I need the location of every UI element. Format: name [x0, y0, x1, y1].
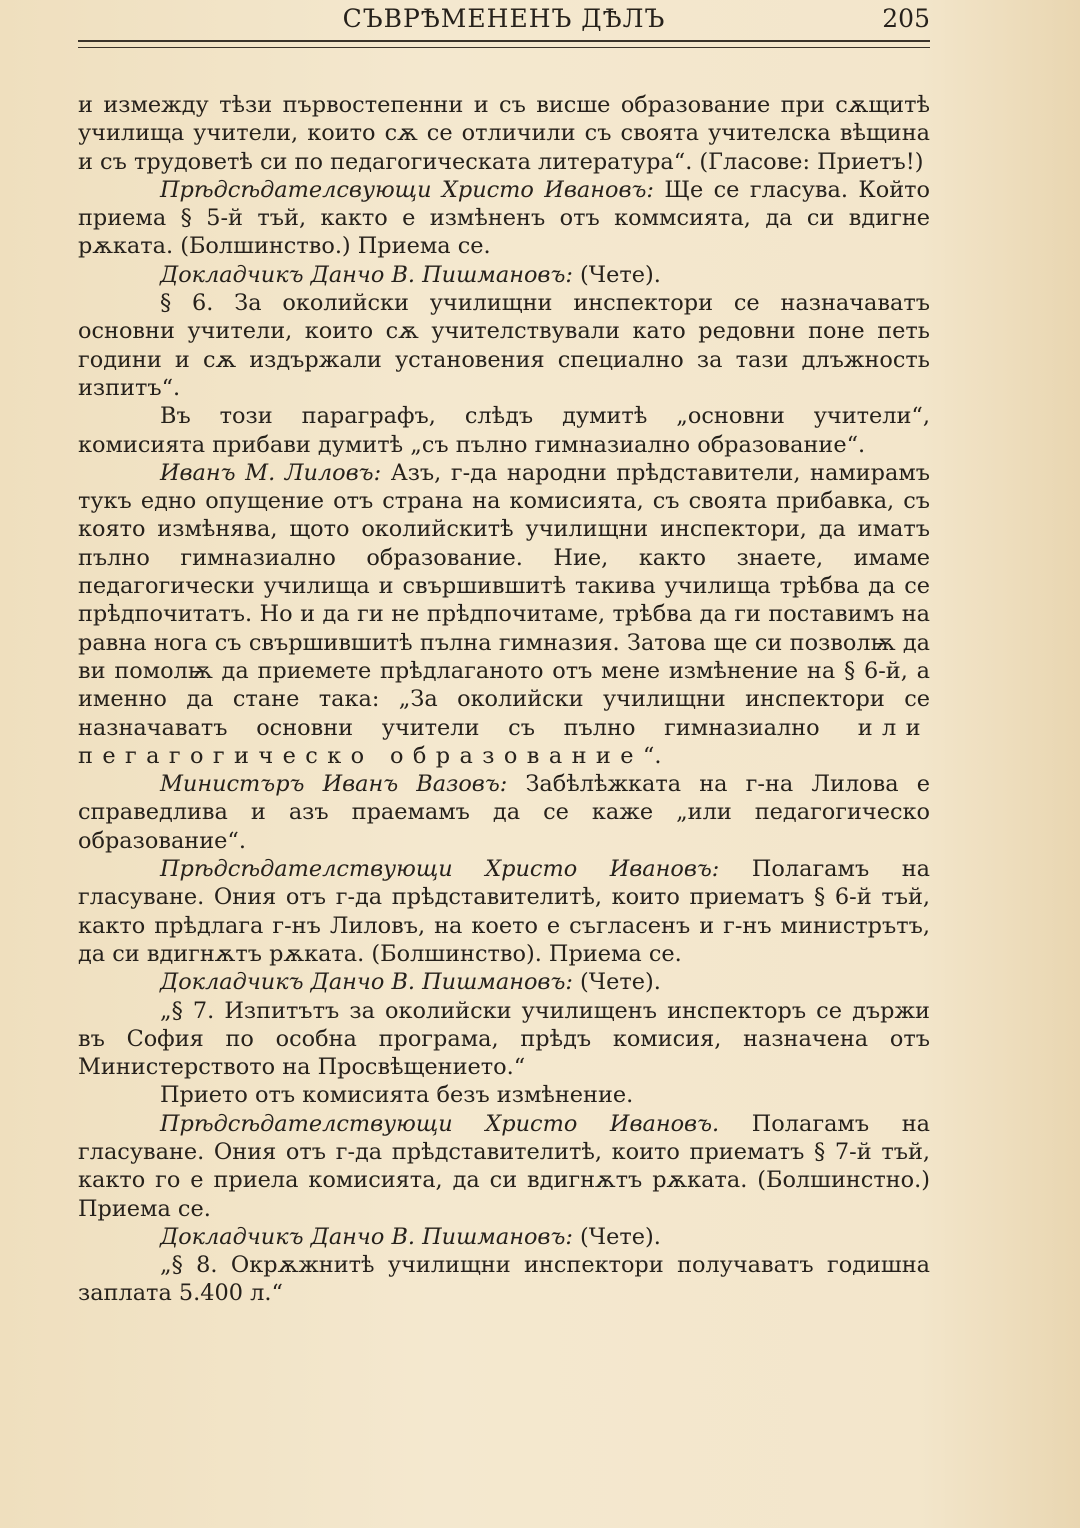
speech-text: Забѣлѣжката на г-на Лилова е справедлива и азъ праемамъ да се каже „или педагогическо образование“.: [78, 771, 930, 854]
speaker-name: Прѣдсѣдателствующи Христо Ивановъ:: [160, 856, 720, 883]
speech-text-end: “.: [642, 742, 662, 769]
paragraph: [78, 402, 930, 459]
paragraph: [78, 1251, 930, 1308]
speaker-name: Докладчикъ Данчо В. Пишмановъ:: [160, 969, 573, 996]
speech-paragraph: [78, 1110, 930, 1223]
speaker-name: Докладчикъ Данчо В. Пишмановъ:: [160, 1223, 573, 1250]
paragraph: [78, 91, 930, 176]
speech-paragraph: [78, 968, 930, 996]
speech-paragraph: [78, 261, 930, 289]
speech-paragraph: [78, 855, 930, 968]
speaker-name: Иванъ М. Лиловъ:: [160, 459, 382, 486]
page-header: [78, 2, 930, 42]
page-number: 205: [882, 4, 930, 33]
paragraph: [78, 289, 930, 402]
speech-text: Полагамъ на гласуване. Ония отъ г-да прѣдставителитѣ, които приематъ § 7-й тъй, както го е приела комисията, да си вдигнѫтъ рѫката. (Болшинстно.) Приема се.: [78, 1110, 930, 1222]
speech-text: (Чете).: [572, 969, 661, 996]
speech-paragraph: [78, 1223, 930, 1251]
speech-text: (Чете).: [572, 1223, 661, 1250]
speech-paragraph: [78, 770, 930, 855]
paragraph-text: § 6. За околийски училищни инспектори се назначаватъ основни учители, които сѫ учителствували като редовни поне петь години и сѫ издържали установения специално за тази длъжность изпитъ“.: [78, 290, 930, 401]
header-rule-bottom: [78, 47, 930, 48]
paragraph-text: „§ 8. Окрѫжнитѣ училищни инспектори получаватъ годишна заплата 5.400 л.“: [78, 1252, 930, 1307]
speech-text: Азъ, г-да народни прѣдставители, намирамъ тукъ едно опущение отъ страна на комисията, съ своята прибавка, съ която измѣнява, щото околийскитѣ училищни инспектори, да иматъ пълно гимназиално образование. Ние, както знаете, имаме педагогически училища и свършившитѣ такива училища трѣбва да се прѣдпочитатъ. Но и да ги не прѣдпочитаме, трѣбва да ги поставимъ на равна нога съ свършившитѣ пълна гимназия. Затова ще си позволѭ да ви помолѭ да приемете прѣдлаганото отъ мене измѣнение на § 6-й, а именно да стане така: „За околийски училищни инспектори се назначаватъ основни учители съ пълно гимназиално: [78, 459, 931, 741]
speech-text: Ще се гласува. Който приема § 5-й тъй, както е измѣненъ отъ коммсията, да си вдигне рѫката. (Болшинство.) Приема се.: [78, 176, 930, 260]
speaker-name: Докладчикъ Данчо В. Пишмановъ:: [160, 261, 573, 288]
speech-text: Полагамъ на гласуване. Ония отъ г-да прѣдставителитѣ, които приематъ § 6-й тъй, както прѣдлага г-нъ Лиловъ, на което е съгласенъ и г-нъ министрътъ, да си вдигнѫтъ рѫката. (Болшинство). Приема се.: [78, 856, 930, 967]
paragraph-text: „§ 7. Изпитътъ за околийски училищенъ инспекторъ се държи въ София по особна програма, прѣдъ комисия, назначена отъ Министерството на Просвѣщението.“: [78, 997, 930, 1081]
speech-paragraph: [78, 176, 930, 261]
speech-paragraph: [78, 459, 930, 770]
paragraph: [78, 997, 930, 1082]
speaker-name: Министъръ Иванъ Вазовъ:: [160, 771, 508, 798]
paragraph-text: и измежду тѣзи първостепенни и съ висше образование при сѫщитѣ училища учители, които сѫ се отличили съ своята учителска вѣщина и съ трудоветѣ си по педагогическата литература“. (Гласове: Приетъ!): [78, 92, 930, 175]
speaker-name: Прѣдсѣдателствующи Христо Ивановъ.: [160, 1110, 720, 1137]
speaker-name: Прѣдсѣдателсвующи Христо Ивановъ:: [160, 176, 654, 203]
body-text: [78, 91, 930, 1308]
paragraph-text: Въ този параграфъ, слѣдъ думитѣ „основни учители“, комисията прибави думитѣ „съ пълно гимназиално образование“.: [78, 403, 930, 458]
speech-text: (Чете).: [572, 261, 661, 288]
paragraph-text: Прието отъ комисията безъ измѣнение.: [160, 1082, 634, 1109]
header-rule-top: [78, 40, 930, 42]
running-title: СЪВРѢМЕНЕНЪ ДѢЛЪ: [342, 4, 666, 33]
paragraph: [78, 1081, 930, 1109]
spaced-emphasis: или пегагогическо образование: [78, 714, 930, 769]
